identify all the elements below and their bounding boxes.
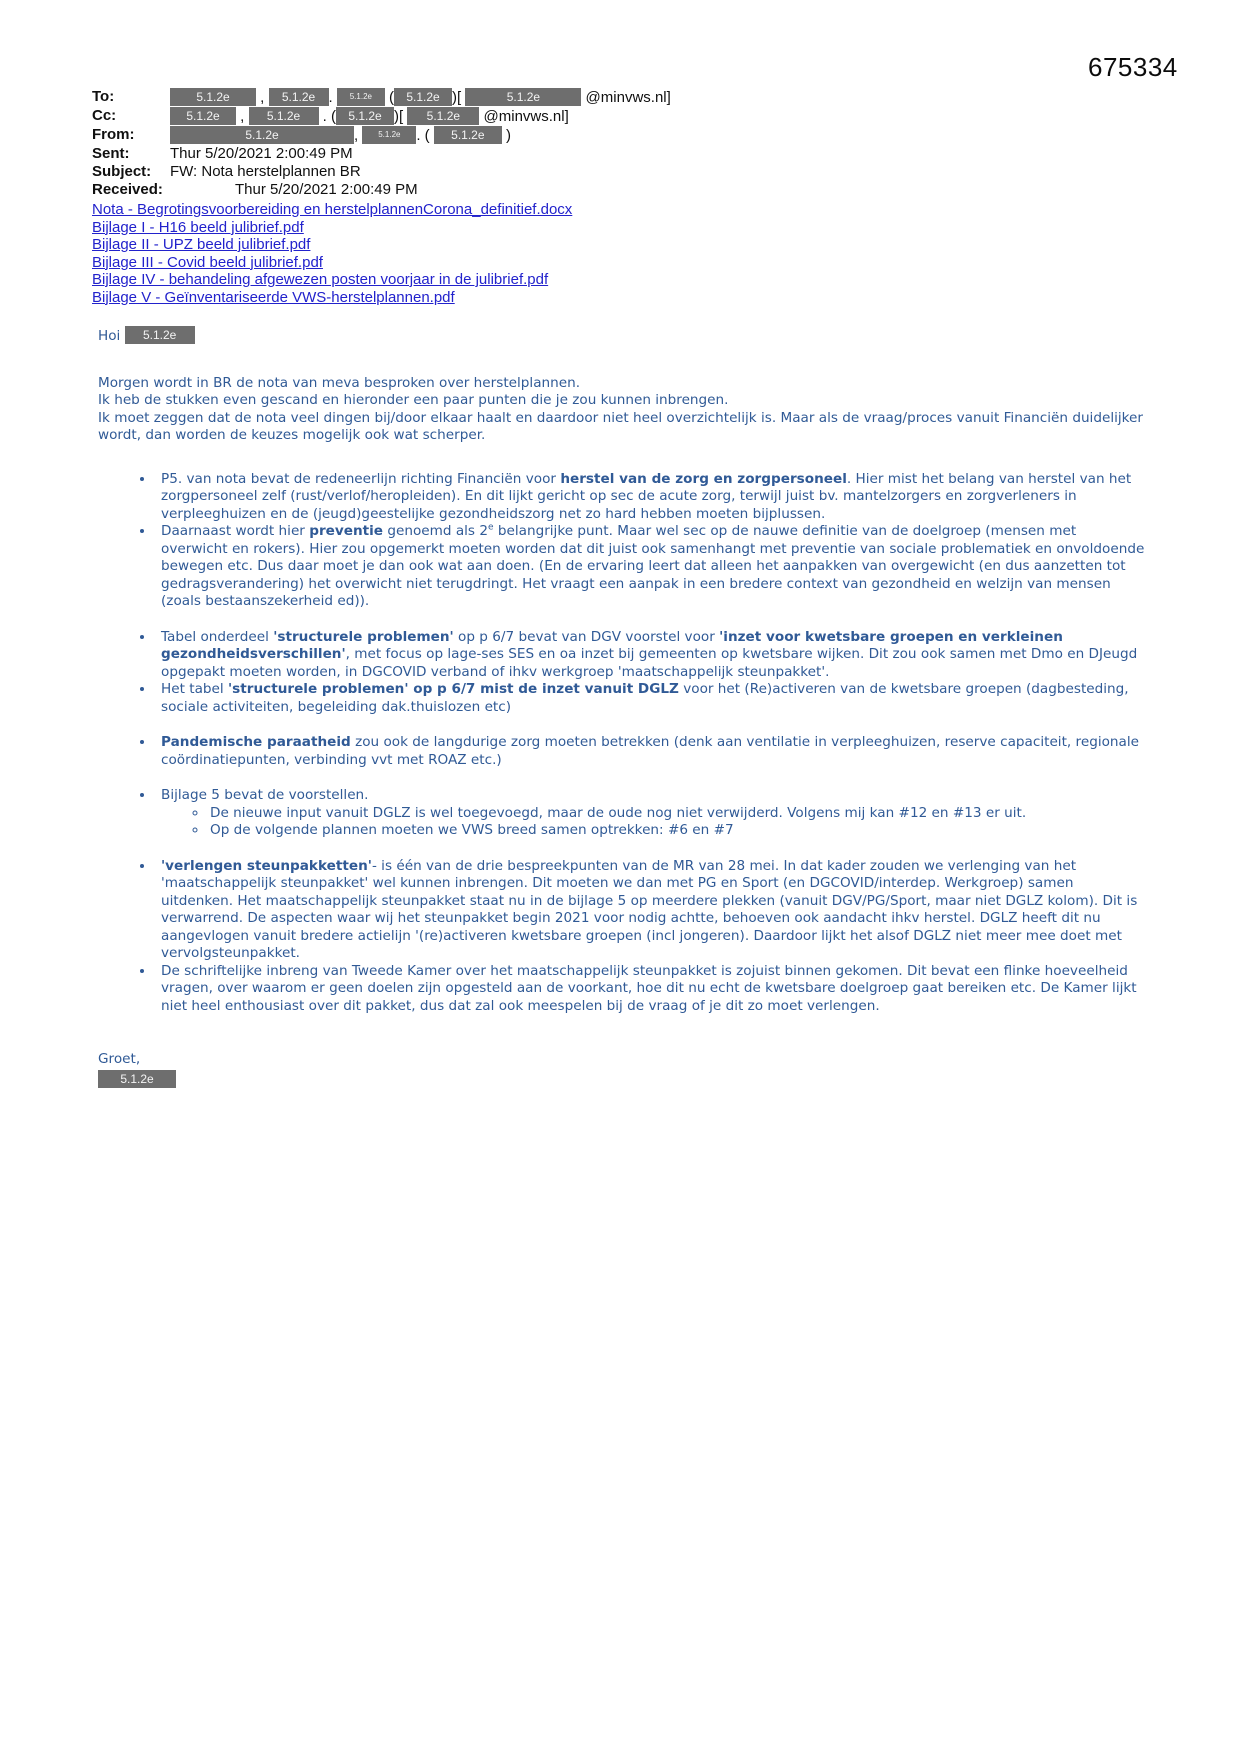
- text-run: genoemd als 2: [383, 523, 488, 539]
- redaction-box: 5.1.2e: [336, 107, 394, 125]
- attachment-link[interactable]: Nota - Begrotingsvoorbereiding en herstelplannenCorona_definitief.docx: [92, 201, 573, 218]
- attachment-row: [92, 289, 1147, 307]
- text-run: voor het (Re)activeren van de kwetsbare groepen (dagbesteding, sociale activiteiten, begeleiding dak.thuislozen etc): [161, 681, 1129, 715]
- text-run: zou ook de langdurige zorg moeten betrekken (denk aan ventilatie in verpleeghuizen, reserve capaciteit, regionale coördinatiepunten, verbinding vvt met ROAZ etc.): [161, 734, 1140, 768]
- redaction-box: 5.1.2e: [98, 1070, 176, 1088]
- redaction-box: 5.1.2e: [394, 88, 452, 106]
- sub-bullet-item: ◦ De nieuwe input vanuit DGLZ is wel toegevoegd, maar de oude nog niet verwijderd. Volgens mij kan #12 en #13 er uit.: [208, 805, 1147, 823]
- bold-text-run: preventie: [309, 523, 384, 539]
- bullet-item: [155, 681, 1147, 716]
- attachment-row: [92, 236, 1147, 254]
- text-run: .: [328, 89, 337, 106]
- bullet-group: [98, 787, 1147, 840]
- attachment-row: [92, 201, 1147, 219]
- redaction-box: 5.1.2e: [337, 88, 385, 106]
- redaction-box: 5.1.2e: [465, 88, 581, 106]
- attachment-link[interactable]: Bijlage I - H16 beeld julibrief.pdf: [92, 218, 304, 236]
- bullet-list-section: [98, 471, 1147, 1016]
- attachment-link[interactable]: Bijlage IV - behandeling afgewezen posten voorjaar in de julibrief.pdf: [92, 271, 549, 288]
- header-row: [92, 88, 1147, 107]
- signature-block: [98, 1051, 1147, 1089]
- header-field-value: [170, 107, 569, 126]
- text-run: ,: [354, 127, 363, 144]
- header-row: [92, 126, 1147, 145]
- text-run: @minvws.nl]: [479, 108, 569, 125]
- document-number: 675334: [1088, 52, 1178, 82]
- header-field-label: From:: [92, 126, 135, 143]
- bullet-group: [98, 858, 1147, 1016]
- intro-line: Ik heb de stukken even gescand en hieronder een paar punten die je zou kunnen inbrengen.: [98, 392, 729, 408]
- attachment-list: [92, 201, 1147, 306]
- attachment-link[interactable]: Bijlage III - Covid beeld julibrief.pdf: [92, 253, 323, 271]
- header-field-value: [235, 181, 418, 199]
- text-run: Daarnaast wordt hier: [161, 523, 310, 539]
- text-run: )[: [452, 89, 466, 106]
- redaction-box: 5.1.2e: [434, 126, 502, 144]
- text-run: Hoi: [98, 328, 125, 344]
- bold-text-run: 'structurele problemen': [273, 628, 454, 645]
- text-run: )[: [394, 108, 408, 125]
- closing-word: Groet,: [98, 1051, 141, 1067]
- text-run: Thur 5/20/2021 2:00:49 PM: [235, 181, 418, 198]
- redaction-box: 5.1.2e: [170, 107, 236, 125]
- email-body: [98, 326, 1147, 1089]
- text-run: ): [501, 127, 512, 144]
- text-run: FW: Nota herstelplannen BR: [170, 163, 361, 180]
- text-run: (: [384, 89, 395, 106]
- text-run: . Hier mist het belang van herstel van het zorgpersoneel zelf (rust/verlof/heropleiden). En dit lijkt gericht op sec de acute zorg, terwijl juist bv. mantelzorgers en zorgverleners in verpleeghuizen en de (jeugd)geestelijke gezondheidszorg net zo hard hebben moeten bijplussen.: [161, 470, 1132, 522]
- header-row: [92, 163, 1147, 181]
- header-field-label: Received:: [92, 181, 163, 198]
- sub-bullet-list: [161, 805, 1147, 840]
- intro-paragraph: [98, 375, 1147, 445]
- redaction-box: 5.1.2e: [269, 88, 329, 106]
- bullet-item: [155, 471, 1147, 524]
- bold-text-run: herstel van de zorg en zorgpersoneel: [560, 470, 847, 487]
- text-run: . (: [416, 127, 434, 144]
- text-run: . (: [318, 108, 337, 125]
- header-field-value: [170, 163, 361, 181]
- text-run: , met focus op lage-ses SES en oa inzet bij gemeenten op kwetsbare wijken. Dit zou ook samen met Dmo en DJeugd opgepakt moeten worden, in DGCOVID verband of ihkv werkgroep 'maatschappelijk steunpakket'.: [161, 646, 1138, 680]
- bullet-item: [155, 858, 1147, 963]
- header-row: [92, 145, 1147, 163]
- redaction-box: 5.1.2e: [407, 107, 479, 125]
- header-field-label: To:: [92, 88, 115, 105]
- redaction-box: 5.1.2e: [249, 107, 319, 125]
- attachment-link[interactable]: Bijlage II - UPZ beeld julibrief.pdf: [92, 236, 311, 253]
- intro-line: Ik moet zeggen dat de nota veel dingen bij/door elkaar haalt en daardoor niet heel overzichtelijk is. Maar als de vraag/proces vanuit Financiën duidelijker wordt, dan worden de keuzes mogelijk ook wat scherper.: [98, 409, 1143, 443]
- text-run: P5. van nota bevat de redeneerlijn richting Financiën voor: [161, 470, 561, 487]
- attachment-row: [92, 271, 1147, 289]
- greeting-line: [98, 326, 1147, 346]
- text-run: Tabel onderdeel: [161, 628, 274, 645]
- text-run: De schriftelijke inbreng van Tweede Kamer over het maatschappelijk steunpakket is zojuist binnen gekomen. Dit bevat een flinke hoeveelheid vragen, over waarom er geen doelen zijn opgesteld aan de voorkant, hoe dit nu echt de kwetsbare doelgroep gaat bereiken etc. De Kamer lijkt niet heel enthousiast over dit pakket, dus dat zal ook meespelen bij de vraag of je dit zo moet verlengen.: [161, 962, 1137, 1014]
- header-row: [92, 181, 1147, 199]
- bullet-group: [98, 734, 1147, 769]
- text-run: Thur 5/20/2021 2:00:49 PM: [170, 145, 353, 162]
- sub-bullet-item: ◦ Op de volgende plannen moeten we VWS breed samen optrekken: #6 en #7: [208, 822, 1147, 840]
- bullet-item: [155, 734, 1147, 769]
- email-message: [92, 88, 1147, 1089]
- signature-redaction-row: [98, 1070, 1147, 1090]
- bold-text-run: 'verlengen steunpakketten': [161, 857, 372, 874]
- bold-text-run: 'structurele problemen' op p 6/7 mist de inzet vanuit DGLZ: [228, 681, 679, 697]
- bold-text-run: Pandemische paraatheid: [161, 734, 351, 750]
- header-field-value: [170, 145, 353, 163]
- intro-line: Morgen wordt in BR de nota van meva besproken over herstelplannen.: [98, 374, 581, 391]
- text-run: Het tabel: [161, 681, 228, 697]
- redaction-box: 5.1.2e: [170, 88, 256, 106]
- redaction-box: 5.1.2e: [125, 326, 195, 344]
- bullet-item: [155, 629, 1147, 682]
- attachment-link[interactable]: Bijlage V - Geïnventariseerde VWS-herstelplannen.pdf: [92, 288, 455, 306]
- attachment-row: [92, 219, 1147, 237]
- text-run: Bijlage 5 bevat de voorstellen.: [161, 787, 369, 803]
- attachment-row: [92, 254, 1147, 272]
- redaction-box: 5.1.2e: [170, 126, 354, 144]
- email-header: [92, 88, 1147, 199]
- bold-text-run: 'inzet voor kwetsbare groepen en verkleinen gezondheidsverschillen': [161, 628, 1063, 662]
- header-field-value: [170, 88, 671, 107]
- header-row: [92, 107, 1147, 126]
- bullet-group: [98, 629, 1147, 717]
- bullet-group: [98, 471, 1147, 611]
- text-run: ,: [256, 89, 269, 106]
- text-run: op p 6/7 bevat van DGV voorstel voor: [453, 628, 720, 645]
- text-run: - is één van de drie bespreekpunten van de MR van 28 mei. In dat kader zouden we verlenging van het 'maatschappelijk steunpakket' wel kunnen inbrengen. Dit moeten we dan met PG en Sport (en DGCOVID/interdep. Werkgroep) samen uitdenken. Het maatschappelijk steunpakket staat nu in de bijlage 5 op meerdere plekken (vanuit DGV/PG/Sport, maar niet DGLZ kolom). Dit is verwarrend. De aspecten waar wij het steunpakket begin 2021 voor nodig achtte, behoeven ook aandacht ihkv herstel. DGLZ heeft dit nu aangevlogen vanuit bredere actielijn '(re)activeren kwetsbare groepen (incl jongeren). Daardoor lijkt het alsof DGLZ niet meer mee doet met vervolgsteunpakket.: [161, 857, 1138, 961]
- header-field-value: [170, 126, 511, 145]
- bullet-item: [155, 963, 1147, 1016]
- text-run: ,: [236, 108, 249, 125]
- text-run: e: [487, 522, 494, 533]
- text-run: belangrijke punt. Maar wel sec op de nauwe definitie van de doelgroep (mensen met overwicht en rokers). Hier zou opgemerkt moeten worden dat dit juist ook samenhangt met preventie van sociale problematiek en onvoldoende bewegen etc. Dus daar moet je dan ook wat aan doen. (En de ervaring leert dat alleen het aanpakken van overgewicht (en dus aanzetten tot gedragsverandering) het overwicht niet terugdringt. Het vraagt een aanpak in een bredere context van gezondheid en welzijn van mensen (zoals bestaanszekerheid ed)).: [161, 523, 1145, 609]
- bullet-item: [155, 787, 1147, 840]
- text-run: @minvws.nl]: [581, 89, 671, 106]
- bullet-item: [155, 523, 1147, 611]
- header-field-label: Sent:: [92, 145, 130, 162]
- redaction-box: 5.1.2e: [362, 126, 416, 144]
- header-field-label: Cc:: [92, 107, 117, 124]
- header-field-label: Subject:: [92, 163, 152, 180]
